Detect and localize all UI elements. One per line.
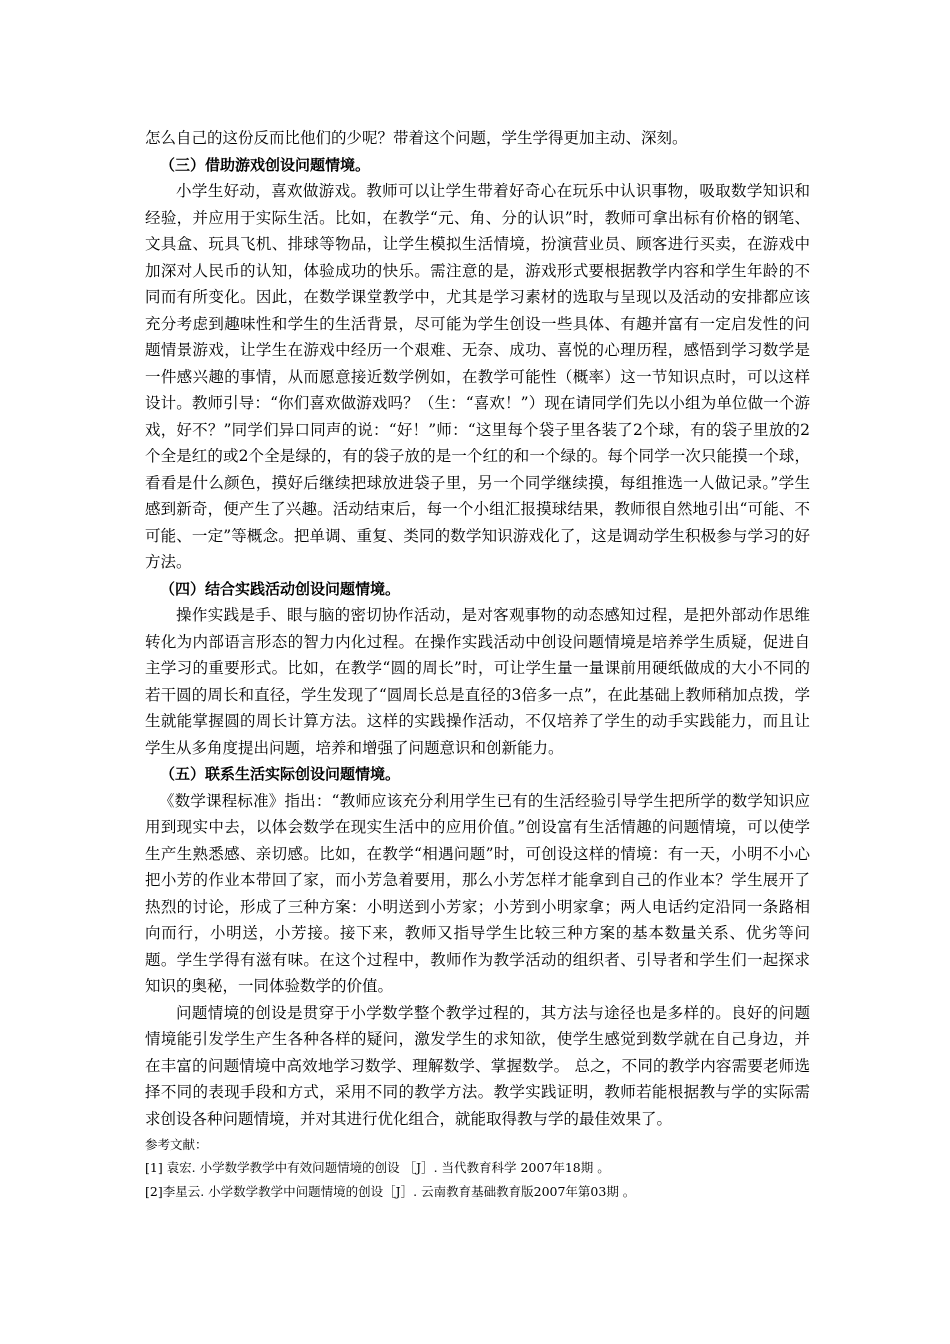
body-paragraph-games: 小学生好动，喜欢做游戏。教师可以让学生带着好奇心在玩乐中认识事物，吸取数学知识和经验，并应用于实际生活。比如，在教学“元、角、分的认识”时，教师可拿出标有价格的钢笔、文具盒、玩具飞机、排球等物品，让学生模拟生活情境，扮演营业员、顾客进行买卖，在游戏中加深对人民币的认知，体验成功的快乐。需注意的是，游戏形式要根据教学内容和学生年龄的不同而有所变化。因此，在数学课堂教学中，尤其是学习素材的选取与呈现以及活动的安排都应该充分考虑到趣味性和学生的生活背景，尽可能为学生创设一些具体、有趣并富有一定启发性的问题情景游戏，让学生在游戏中经历一个艰难、无奈、成功、喜悦的心理历程，感悟到学习数学是一件感兴趣的事情，从而愿意接近数学例如，在教学可能性（概率）这一节知识点时，可以这样设计。教师引导：“你们喜欢做游戏吗？（生：“喜欢！”）现在请同学们先以小组为单位做一个游戏，好不？”同学们异口同声的说：“好！”师：“这里每个袋子里各装了2个球，有的袋子里放的2个全是红的或2个全是绿的，有的袋子放的是一个红的和一个绿的。每个同学一次只能摸一个球，看看是什么颜色，摸好后继续把球放进袋子里，另一个同学继续摸，每组推选一人做记录。”学生感到新奇，便产生了兴趣。活动结束后，每一个小组汇报摸球结果，教师很自然地引出“可能、不可能、一定”等概念。把单调、重复、类同的数学知识游戏化了，这是调动学生积极参与学习的好方法。: [145, 182, 810, 571]
reference-item-1: [1] 袁宏. 小学数学教学中有效问题情境的创设 ［J］. 当代教育科学 2007年18期 。: [145, 1160, 610, 1175]
document-page: [145, 125, 810, 1204]
section-heading-4: （四）结合实践活动创设问题情境。: [160, 579, 401, 598]
section-heading-3: （三）借助游戏创设问题情境。: [160, 155, 371, 174]
body-paragraph-practice: 操作实践是手、眼与脑的密切协作活动，是对客观事物的动态感知过程，是把外部动作思维转化为内部语言形态的智力内化过程。在操作实践活动中创设问题情境是培养学生质疑，促进自主学习的重要形式。比如，在教学“圆的周长”时，可让学生量一量课前用硬纸做成的大小不同的若干圆的周长和直径，学生发现了“圆周长总是直径的3倍多一点”，在此基础上教师稍加点拨，学生就能掌握圆的周长计算方法。这样的实践操作活动，不仅培养了学生的动手实践能力，而且让学生从多角度提出问题，培养和增强了问题意识和创新能力。: [145, 606, 810, 757]
reference-item-2: [2]李星云. 小学数学教学中问题情境的创设［J］. 云南教育基础教育版2007年第03期 。: [145, 1184, 636, 1199]
references-label: 参考文献：: [145, 1137, 208, 1152]
body-paragraph-real-life: 《数学课程标准》指出：“教师应该充分利用学生已有的生活经验引导学生把所学的数学知识应用到现实中去，以体会数学在现实生活中的应用价值。”创设富有生活情趣的问题情境，可以使学生产生熟悉感、亲切感。比如，在教学“相遇问题”时，可创设这样的情境：有一天，小明不小心把小芳的作业本带回了家，而小芳急着要用，那么小芳怎样才能拿到自己的作业本？学生展开了热烈的讨论，形成了三种方案：小明送到小芳家；小芳到小明家拿；两人电话约定沿同一条路相向而行，小明送，小芳接。接下来，教师又指导学生比较三种方案的基本数量关系、优劣等问题。学生学得有滋有味。在这个过程中，教师作为教学活动的组织者、引导者和学生们一起探求知识的奥秘，一同体验数学的价值。: [145, 791, 810, 995]
section-heading-5: （五）联系生活实际创设问题情境。: [160, 765, 401, 783]
body-paragraph-continuation: 怎么自己的这份反而比他们的少呢？带着这个问题，学生学得更加主动、深刻。: [145, 129, 688, 147]
body-paragraph-conclusion: 问题情境的创设是贯穿于小学数学整个教学过程的，其方法与途径也是多样的。良好的问题情境能引发学生产生各种各样的疑问，激发学生的求知欲，使学生感觉到数学就在自己身边，并在丰富的问题情境中高效地学习数学、理解数学、掌握数学。 总之，不同的教学内容需要老师选择不同的表现手段和方式，采用不同的教学方法。教学实践证明，教师若能根据教与学的实际需求创设各种问题情境，并对其进行优化组合，就能取得教与学的最佳效果了。: [145, 1003, 810, 1128]
